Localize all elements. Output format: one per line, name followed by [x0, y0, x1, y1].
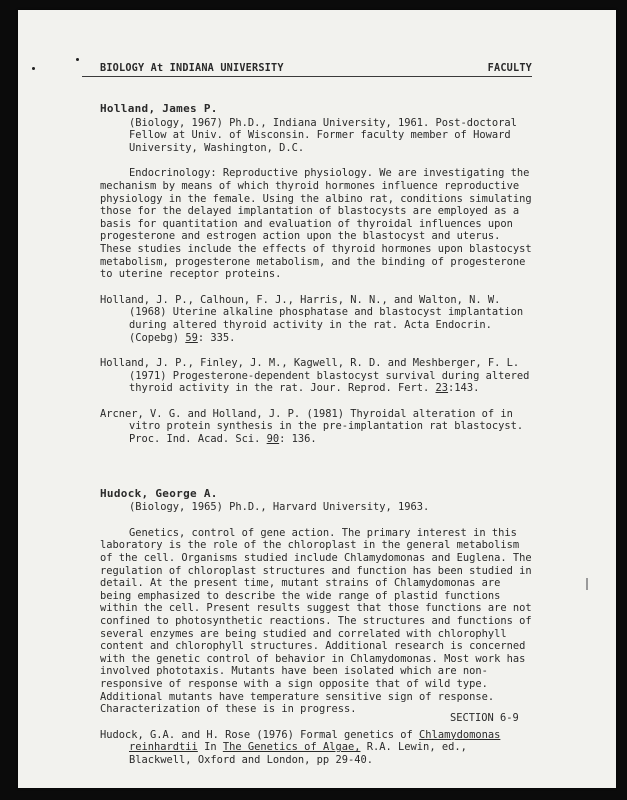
- faculty-name-holland: Holland, James P.: [100, 102, 218, 115]
- entry-separator: [82, 446, 532, 480]
- margin-mark: [586, 578, 588, 590]
- header-department: BIOLOGY At INDIANA UNIVERSITY: [100, 63, 284, 74]
- reference-holland-2: Holland, J. P., Finley, J. M., Kagwell, R. D. and Meshberger, F. L. (1971) Progesterone-dependent blastocyst survival during altered thyroid activity in the rat. Jour. Reprod. Fert. 23:143.: [100, 357, 530, 395]
- running-header: [82, 60, 532, 77]
- document-body: [82, 60, 532, 767]
- reference-hudock-1: Hudock, G.A. and H. Rose (1976) Formal genetics of Chlamydomonas reinhardtii In The Genetics of Algae, R.A. Lewin, ed., Blackwell, Oxford and London, pp 29-40.: [100, 728, 501, 766]
- reference-holland-3: Arcner, V. G. and Holland, J. P. (1981) Thyroidal alteration of in vitro protein synthesis in the pre-implantation rat blastocyst. Proc. Ind. Acad. Sci. 90: 136.: [100, 407, 524, 446]
- research-holland: Endocrinology: Reproductive physiology. We are investigating the mechanism by means of which thyroid hormones influence reproductive physiology in the female. Using the albino rat, conditions simulating those for the delayed implantation of blastocysts are employed as a basis for quantitation and evaluation of thyroidal influences upon progesterone and estrogen action upon the blastocyst and uterus. These studies include the effects of thyroid hormones upon blastocyst metabolism, progesterone metabolism, and the binding of progesterone to uterine receptor proteins.: [100, 167, 532, 281]
- research-hudock: Genetics, control of gene action. The primary interest in this laboratory is the role of the chloroplast in the general metabolism of the cell. Organisms studied include Chlamydomonas and Euglena. The regulation of chloroplast structures and function has been studied in detail. At the present time, mutant strains of Chlamydomonas are being emphasized to describe the wide range of plastid functions within the cell. Present results suggest that those functions are not confined to photosynthetic reactions. The structures and functions of several enzymes are being studied and correlated with chlorophyll content and chlorophyll structures. Additional research is concerned with the genetic control of behavior in Chlamydomonas. Most work has involved phototaxis. Mutants have been isolated which are non-responsive of response with a sign opposite that of wild type. Additional mutants have temperature sensitive sign of response. Characterization of these is in progress.: [100, 526, 532, 716]
- stray-dot-1: [32, 67, 35, 70]
- faculty-name-hudock: Hudock, George A.: [100, 486, 218, 500]
- reference-holland-1: Holland, J. P., Calhoun, F. J., Harris, N. N., and Walton, N. W. (1968) Uterine alkaline phosphatase and blastocyst implantation during altered thyroid activity in the rat. Acta Endocrin. (Copebg) 59: 335.: [100, 293, 524, 344]
- credentials-hudock: (Biology, 1965) Ph.D., Harvard University, 1963.: [129, 501, 430, 514]
- credentials-holland: (Biology, 1967) Ph.D., Indiana University, 1961. Post-doctoral Fellow at Univ. of Wisconsin. Former faculty member of Howard University, Washington, D.C.: [129, 116, 517, 154]
- header-section: FACULTY: [487, 63, 532, 74]
- page-section-number: SECTION 6-9: [450, 712, 519, 724]
- stray-dot-2: [76, 58, 79, 61]
